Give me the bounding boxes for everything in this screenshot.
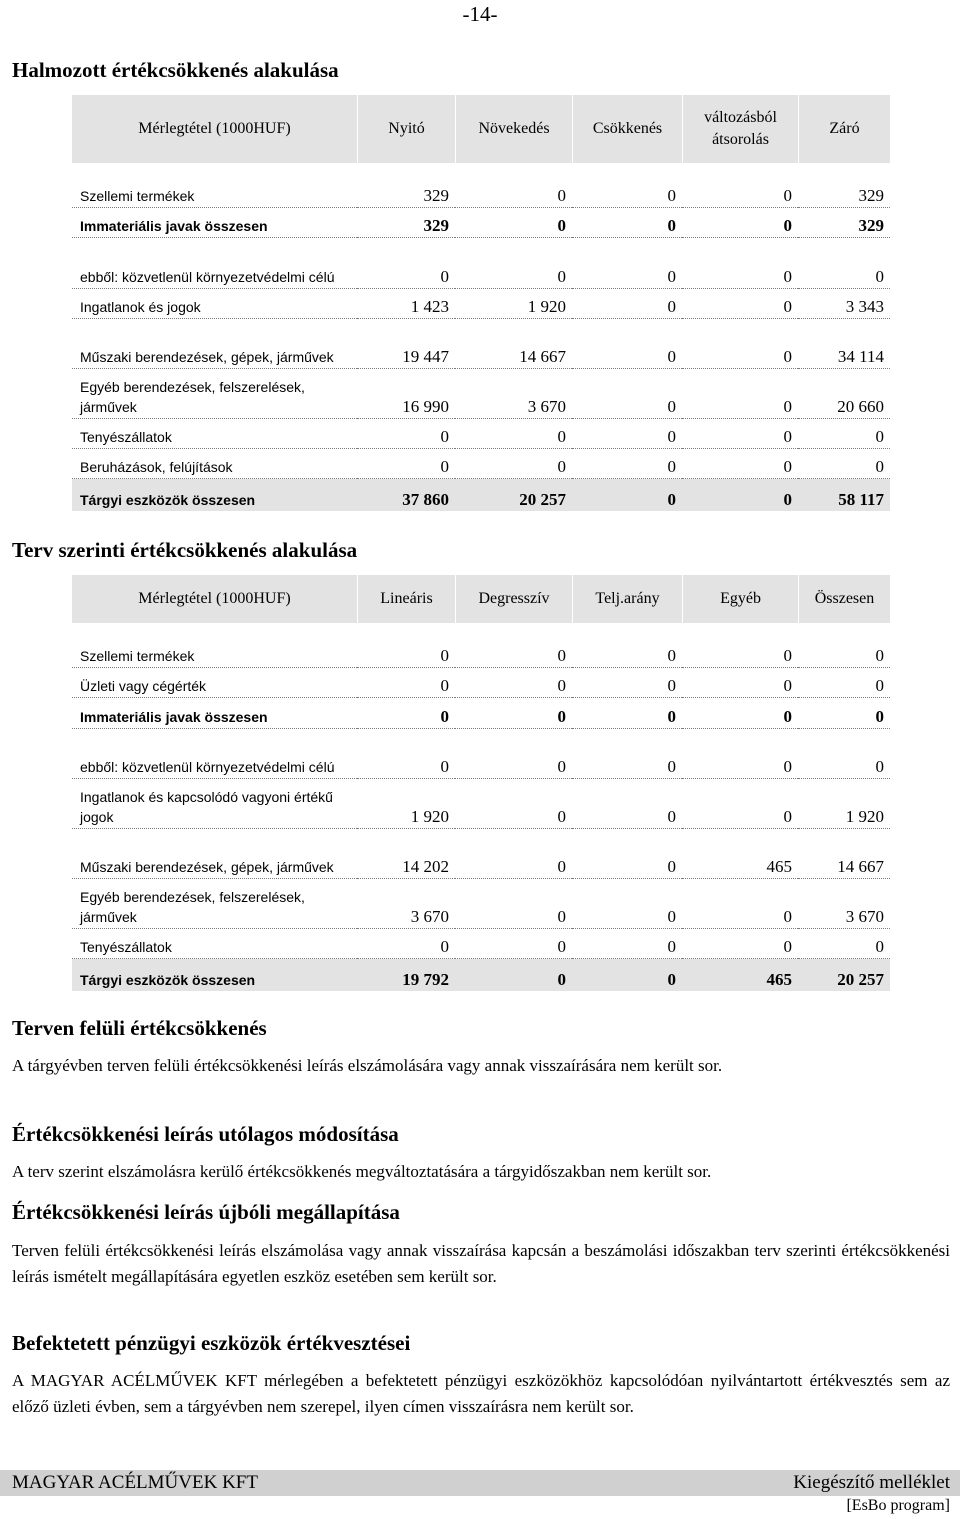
value-cell: 0 xyxy=(572,779,682,829)
value-cell: 0 xyxy=(682,177,798,208)
footer-document-name: Kiegészítő melléklet xyxy=(793,1472,950,1493)
value-cell: 0 xyxy=(572,879,682,929)
value-cell: 19 792 xyxy=(357,959,455,991)
value-cell: 0 xyxy=(572,668,682,698)
value-cell: 0 xyxy=(682,879,798,929)
row-label xyxy=(72,238,357,289)
value-cell: 58 117 xyxy=(798,479,890,511)
value-cell: 0 xyxy=(455,829,572,879)
value-cell: 0 xyxy=(572,729,682,779)
row-label xyxy=(72,369,357,419)
value-cell: 0 xyxy=(798,419,890,449)
value-cell: 0 xyxy=(572,208,682,238)
table-row xyxy=(72,419,890,449)
footer-company: MAGYAR ACÉLMŰVEK KFT xyxy=(12,1472,258,1493)
table-row xyxy=(72,668,890,698)
value-cell: 0 xyxy=(798,668,890,698)
row-label-text: Üzleti vagy cégérték xyxy=(80,678,207,694)
value-cell: 0 xyxy=(455,449,572,479)
value-cell: 3 343 xyxy=(798,289,890,319)
value-cell: 0 xyxy=(798,929,890,959)
table-row xyxy=(72,449,890,479)
row-label-text: Immateriális javak összesen xyxy=(80,218,268,234)
table-spacer xyxy=(72,623,890,637)
column-header: Mérlegtétel (1000HUF) xyxy=(72,95,357,163)
value-cell: 0 xyxy=(682,637,798,668)
value-cell: 0 xyxy=(682,238,798,289)
paragraph-extraordinary-depreciation: A tárgyévben terven felüli értékcsökkenési leírás elszámolására vagy annak visszaírására nem került sor. xyxy=(12,1056,723,1075)
row-label-text: Szellemi termékek xyxy=(80,188,195,204)
table-row xyxy=(72,177,890,208)
table-row xyxy=(72,729,890,779)
row-label-text: Műszaki berendezések, gépek, járművek xyxy=(80,349,334,365)
row-label-text: Egyéb berendezések, felszerelések, járművek xyxy=(80,889,305,925)
value-cell: 0 xyxy=(682,449,798,479)
value-cell: 0 xyxy=(357,929,455,959)
value-cell: 0 xyxy=(572,829,682,879)
table-row xyxy=(72,829,890,879)
column-header: Mérlegtétel (1000HUF) xyxy=(72,575,357,623)
row-label xyxy=(72,319,357,369)
value-cell: 0 xyxy=(572,959,682,991)
table-header-row xyxy=(72,575,890,623)
section-heading-text: Terven felüli értékcsökkenés xyxy=(12,1016,267,1040)
value-cell: 0 xyxy=(798,449,890,479)
value-cell: 0 xyxy=(455,929,572,959)
row-label xyxy=(72,637,357,668)
table-row xyxy=(72,238,890,289)
row-label xyxy=(72,959,357,991)
table-total-row xyxy=(72,479,890,511)
value-cell: 37 860 xyxy=(357,479,455,511)
table-row xyxy=(72,929,890,959)
value-cell: 0 xyxy=(798,729,890,779)
row-label-text: Szellemi termékek xyxy=(80,648,195,664)
row-label xyxy=(72,879,357,929)
accumulated-depreciation-table xyxy=(72,95,890,511)
value-cell: 0 xyxy=(572,289,682,319)
value-cell: 0 xyxy=(357,637,455,668)
value-cell: 0 xyxy=(572,238,682,289)
value-cell: 20 257 xyxy=(798,959,890,991)
row-label xyxy=(72,289,357,319)
row-label xyxy=(72,729,357,779)
value-cell: 1 920 xyxy=(357,779,455,829)
value-cell: 14 202 xyxy=(357,829,455,879)
value-cell: 1 920 xyxy=(455,289,572,319)
value-cell: 0 xyxy=(572,449,682,479)
row-label xyxy=(72,419,357,449)
value-cell: 465 xyxy=(682,959,798,991)
row-label-text: Tárgyi eszközök összesen xyxy=(80,972,256,988)
value-cell: 0 xyxy=(572,419,682,449)
value-cell: 0 xyxy=(682,319,798,369)
value-cell: 329 xyxy=(357,177,455,208)
value-cell: 0 xyxy=(455,879,572,929)
table-row xyxy=(72,319,890,369)
row-label xyxy=(72,698,357,729)
value-cell: 0 xyxy=(455,208,572,238)
value-cell: 20 660 xyxy=(798,369,890,419)
table-total-row xyxy=(72,959,890,991)
value-cell: 0 xyxy=(357,668,455,698)
table-row xyxy=(72,208,890,238)
value-cell: 0 xyxy=(682,729,798,779)
paragraph-redetermination: Terven felüli értékcsökkenési leírás elszámolása vagy annak visszaírása kapcsán a beszámolási időszakban terv szerinti értékcsökkenési leírás ismételt megállapítására egyetlen eszköz esetében sem került sor. xyxy=(12,1241,950,1286)
row-label-text: Tenyészállatok xyxy=(80,429,172,445)
value-cell: 0 xyxy=(357,698,455,729)
table-row xyxy=(72,698,890,729)
column-header: Lineáris xyxy=(357,575,455,623)
value-cell: 3 670 xyxy=(357,879,455,929)
row-label xyxy=(72,668,357,698)
footer-bar xyxy=(0,1470,960,1496)
table-row xyxy=(72,369,890,419)
column-header: Nyitó xyxy=(357,95,455,163)
table-row xyxy=(72,637,890,668)
section-title-extraordinary-depreciation xyxy=(12,1016,267,1041)
value-cell: 0 xyxy=(572,637,682,668)
value-cell: 0 xyxy=(455,779,572,829)
value-cell: 0 xyxy=(357,729,455,779)
row-label xyxy=(72,208,357,238)
value-cell: 20 257 xyxy=(455,479,572,511)
value-cell: 0 xyxy=(682,698,798,729)
value-cell: 0 xyxy=(572,929,682,959)
row-label-text: ebből: közvetlenül környezetvédelmi célú xyxy=(80,759,335,775)
value-cell: 0 xyxy=(455,637,572,668)
row-label xyxy=(72,779,357,829)
footer-program: [EsBo program] xyxy=(846,1497,950,1514)
section-title-financial-asset-impairment: Befektetett pénzügyi eszközök értékvesztései xyxy=(12,1331,411,1355)
page-number: -14- xyxy=(462,2,498,26)
value-cell: 0 xyxy=(682,419,798,449)
row-label-text: Egyéb berendezések, felszerelések, járművek xyxy=(80,379,305,415)
section-title-subsequent-modification: Értékcsökkenési leírás utólagos módosítása xyxy=(12,1122,399,1146)
value-cell: 1 920 xyxy=(798,779,890,829)
value-cell: 0 xyxy=(357,419,455,449)
row-label-text: Immateriális javak összesen xyxy=(80,709,268,725)
value-cell: 0 xyxy=(798,238,890,289)
planned-depreciation-table xyxy=(72,575,890,991)
column-header: Növekedés xyxy=(455,95,572,163)
value-cell: 0 xyxy=(798,637,890,668)
value-cell: 0 xyxy=(682,668,798,698)
value-cell: 0 xyxy=(572,369,682,419)
row-label xyxy=(72,449,357,479)
value-cell: 0 xyxy=(455,729,572,779)
table-spacer xyxy=(72,163,890,177)
column-header: Telj.arány xyxy=(572,575,682,623)
value-cell: 0 xyxy=(455,698,572,729)
value-cell: 0 xyxy=(455,419,572,449)
value-cell: 19 447 xyxy=(357,319,455,369)
value-cell: 0 xyxy=(682,289,798,319)
section-title-accumulated-depreciation: Halmozott értékcsökkenés alakulása xyxy=(12,58,339,82)
value-cell: 14 667 xyxy=(455,319,572,369)
value-cell: 3 670 xyxy=(798,879,890,929)
section-title-planned-depreciation: Terv szerinti értékcsökkenés alakulása xyxy=(12,538,358,562)
row-label-text: Ingatlanok és jogok xyxy=(80,299,201,315)
value-cell: 0 xyxy=(455,177,572,208)
value-cell: 34 114 xyxy=(798,319,890,369)
paragraph-financial-asset-impairment: A MAGYAR ACÉLMŰVEK KFT mérlegében a befektetett pénzügyi eszközökhöz kapcsolódóan nyilvántartott értékvesztés sem az előző üzleti évben, sem a tárgyévben nem szerepel, ilyen címen visszaírásra nem került sor. xyxy=(12,1371,950,1416)
value-cell: 14 667 xyxy=(798,829,890,879)
value-cell: 0 xyxy=(682,779,798,829)
value-cell: 16 990 xyxy=(357,369,455,419)
value-cell: 0 xyxy=(682,479,798,511)
value-cell: 0 xyxy=(682,369,798,419)
column-header: Egyéb xyxy=(682,575,798,623)
value-cell: 0 xyxy=(455,238,572,289)
value-cell: 1 423 xyxy=(357,289,455,319)
section-title-redetermination: Értékcsökkenési leírás újbóli megállapítása xyxy=(12,1200,400,1224)
column-header: Összesen xyxy=(798,575,890,623)
value-cell: 0 xyxy=(798,698,890,729)
value-cell: 0 xyxy=(357,449,455,479)
row-label-text: ebből: közvetlenül környezetvédelmi célú xyxy=(80,269,335,285)
value-cell: 0 xyxy=(572,319,682,369)
value-cell: 0 xyxy=(682,929,798,959)
value-cell: 3 670 xyxy=(455,369,572,419)
spacer-cell xyxy=(72,623,890,637)
value-cell: 465 xyxy=(682,829,798,879)
column-header: változásból átsorolás xyxy=(682,95,798,163)
value-cell: 0 xyxy=(455,959,572,991)
spacer-cell xyxy=(72,163,890,177)
value-cell: 0 xyxy=(357,238,455,289)
column-header: Záró xyxy=(798,95,890,163)
row-label xyxy=(72,829,357,879)
row-label-text: Tenyészállatok xyxy=(80,939,172,955)
value-cell: 329 xyxy=(357,208,455,238)
paragraph-subsequent-modification: A terv szerint elszámolásra kerülő értékcsökkenés megváltoztatására a tárgyidőszakban nem került sor. xyxy=(12,1162,712,1181)
table-header-row xyxy=(72,95,890,163)
value-cell: 0 xyxy=(572,479,682,511)
value-cell: 329 xyxy=(798,208,890,238)
row-label-text: Tárgyi eszközök összesen xyxy=(80,492,256,508)
table-row xyxy=(72,779,890,829)
value-cell: 0 xyxy=(682,208,798,238)
column-header: Csökkenés xyxy=(572,95,682,163)
row-label-text: Ingatlanok és kapcsolódó vagyoni értékű jogok xyxy=(80,789,333,825)
value-cell: 0 xyxy=(572,698,682,729)
value-cell: 329 xyxy=(798,177,890,208)
row-label-text: Beruházások, felújítások xyxy=(80,459,233,475)
row-label xyxy=(72,929,357,959)
column-header: Degresszív xyxy=(455,575,572,623)
table-row xyxy=(72,879,890,929)
table-row xyxy=(72,289,890,319)
value-cell: 0 xyxy=(572,177,682,208)
row-label xyxy=(72,177,357,208)
row-label xyxy=(72,479,357,511)
value-cell: 0 xyxy=(455,668,572,698)
row-label-text: Műszaki berendezések, gépek, járművek xyxy=(80,859,334,875)
